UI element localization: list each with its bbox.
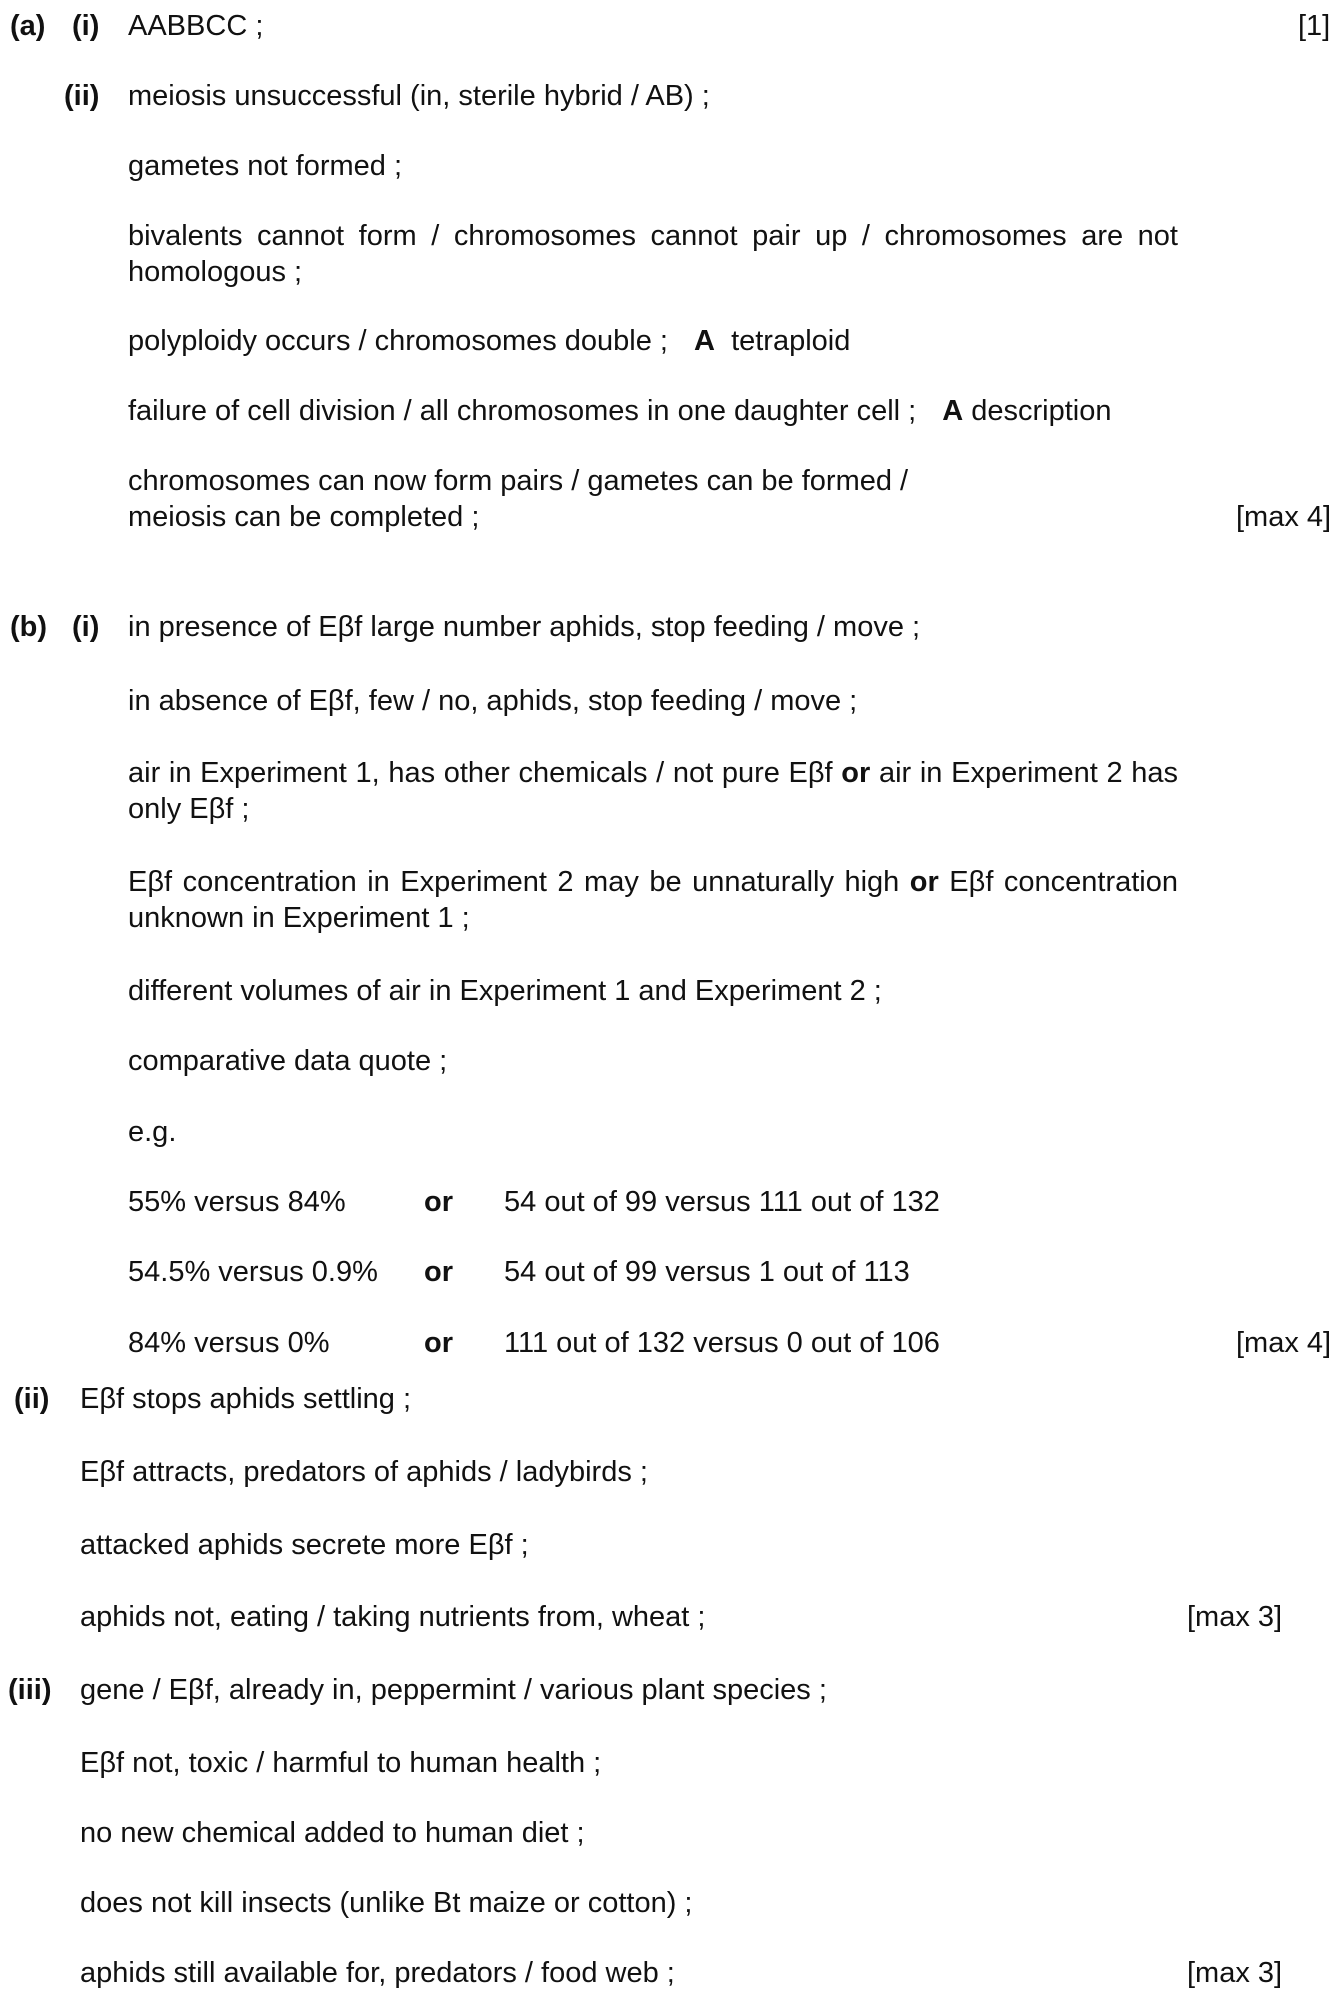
a-ii-point-4 (128, 323, 850, 359)
a-i-mark: [1] (1298, 10, 1331, 42)
a-ii-point-5 (128, 393, 1112, 429)
b-i-point-2: in absence of Eβf, few / no, aphids, stop feeding / move ; (128, 685, 858, 717)
a-i-answer: AABBCC ; (128, 10, 264, 42)
comparison-1-right: 54 out of 99 versus 111 out of 132 (504, 1186, 940, 1218)
accept-description: description (971, 395, 1112, 427)
b-i-eg: e.g. (128, 1116, 177, 1148)
comparison-1-left: 55% versus 84% (128, 1186, 346, 1218)
b-ii-mark: [max 3] (1187, 1601, 1283, 1633)
b-ii-point-3: attacked aphids secrete more Eβf ; (80, 1529, 529, 1561)
a-ii-point-2: gametes not formed ; (128, 150, 403, 182)
b-ii-point-1: Eβf stops aphids settling ; (80, 1383, 412, 1415)
b-i-point-3-a: air in Experiment 1, has other chemicals / not pure Eβf (128, 757, 833, 789)
b-ii-point-2: Eβf attracts, predators of aphids / ladybirds ; (80, 1456, 648, 1488)
a-ii-point-6-line-1: chromosomes can now form pairs / gametes can be formed / (128, 465, 909, 497)
accept-marker: A (942, 395, 964, 427)
part-a-label: (a) (10, 10, 46, 42)
b-iii-mark: [max 3] (1187, 1957, 1283, 1989)
b-i-point-6: comparative data quote ; (128, 1045, 448, 1077)
b-i-point-3-b: air in Experiment 2 has only Eβf ; (128, 757, 1178, 825)
b-i-mark: [max 4] (1236, 1327, 1332, 1359)
comparison-3-right: 111 out of 132 versus 0 out of 106 (504, 1327, 940, 1359)
a-ii-point-4-text: polyploidy occurs / chromosomes double ; (128, 325, 668, 357)
b-i-point-1: in presence of Eβf large number aphids, stop feeding / move ; (128, 611, 921, 643)
comparison-2-or: or (424, 1256, 453, 1288)
b-iii-point-1: gene / Eβf, already in, peppermint / various plant species ; (80, 1674, 827, 1706)
or-word: or (909, 866, 939, 898)
part-b-label: (b) (10, 611, 48, 643)
b-i-point-4 (128, 864, 1178, 936)
a-ii-point-6-line-2: meiosis can be completed ; (128, 501, 480, 533)
a-ii-mark: [max 4] (1236, 501, 1332, 533)
a-ii-point-5-text: failure of cell division / all chromosomes in one daughter cell ; (128, 395, 917, 427)
b-i-point-3 (128, 755, 1178, 827)
b-i-point-4-b: Eβf concentration unknown in Experiment 1 ; (128, 866, 1178, 934)
b-iii-point-3: no new chemical added to human diet ; (80, 1817, 585, 1849)
part-a-i-label: (i) (72, 10, 100, 42)
b-ii-point-4: aphids not, eating / taking nutrients from, wheat ; (80, 1601, 706, 1633)
part-a-ii-label: (ii) (64, 80, 100, 112)
accept-tetraploid: tetraploid (731, 325, 851, 357)
b-iii-point-2: Eβf not, toxic / harmful to human health ; (80, 1747, 602, 1779)
comparison-1-or: or (424, 1186, 453, 1218)
a-ii-point-1: meiosis unsuccessful (in, sterile hybrid / AB) ; (128, 80, 710, 112)
b-iii-point-5: aphids still available for, predators / food web ; (80, 1957, 675, 1989)
b-iii-point-4: does not kill insects (unlike Bt maize or cotton) ; (80, 1887, 693, 1919)
accept-marker: A (693, 325, 715, 357)
a-ii-point-3: bivalents cannot form / chromosomes cannot pair up / chromosomes are not homologous ; (128, 220, 1178, 288)
part-b-ii-label: (ii) (14, 1383, 50, 1415)
b-i-point-4-a: Eβf concentration in Experiment 2 may be unnaturally high (128, 866, 900, 898)
comparison-2-right: 54 out of 99 versus 1 out of 113 (504, 1256, 910, 1288)
comparison-2-left: 54.5% versus 0.9% (128, 1256, 378, 1288)
part-b-iii-label: (iii) (8, 1674, 52, 1706)
comparison-3-or: or (424, 1327, 453, 1359)
b-i-point-5: different volumes of air in Experiment 1 and Experiment 2 ; (128, 975, 882, 1007)
comparison-3-left: 84% versus 0% (128, 1327, 330, 1359)
or-word: or (841, 757, 871, 789)
part-b-i-label: (i) (72, 611, 100, 643)
